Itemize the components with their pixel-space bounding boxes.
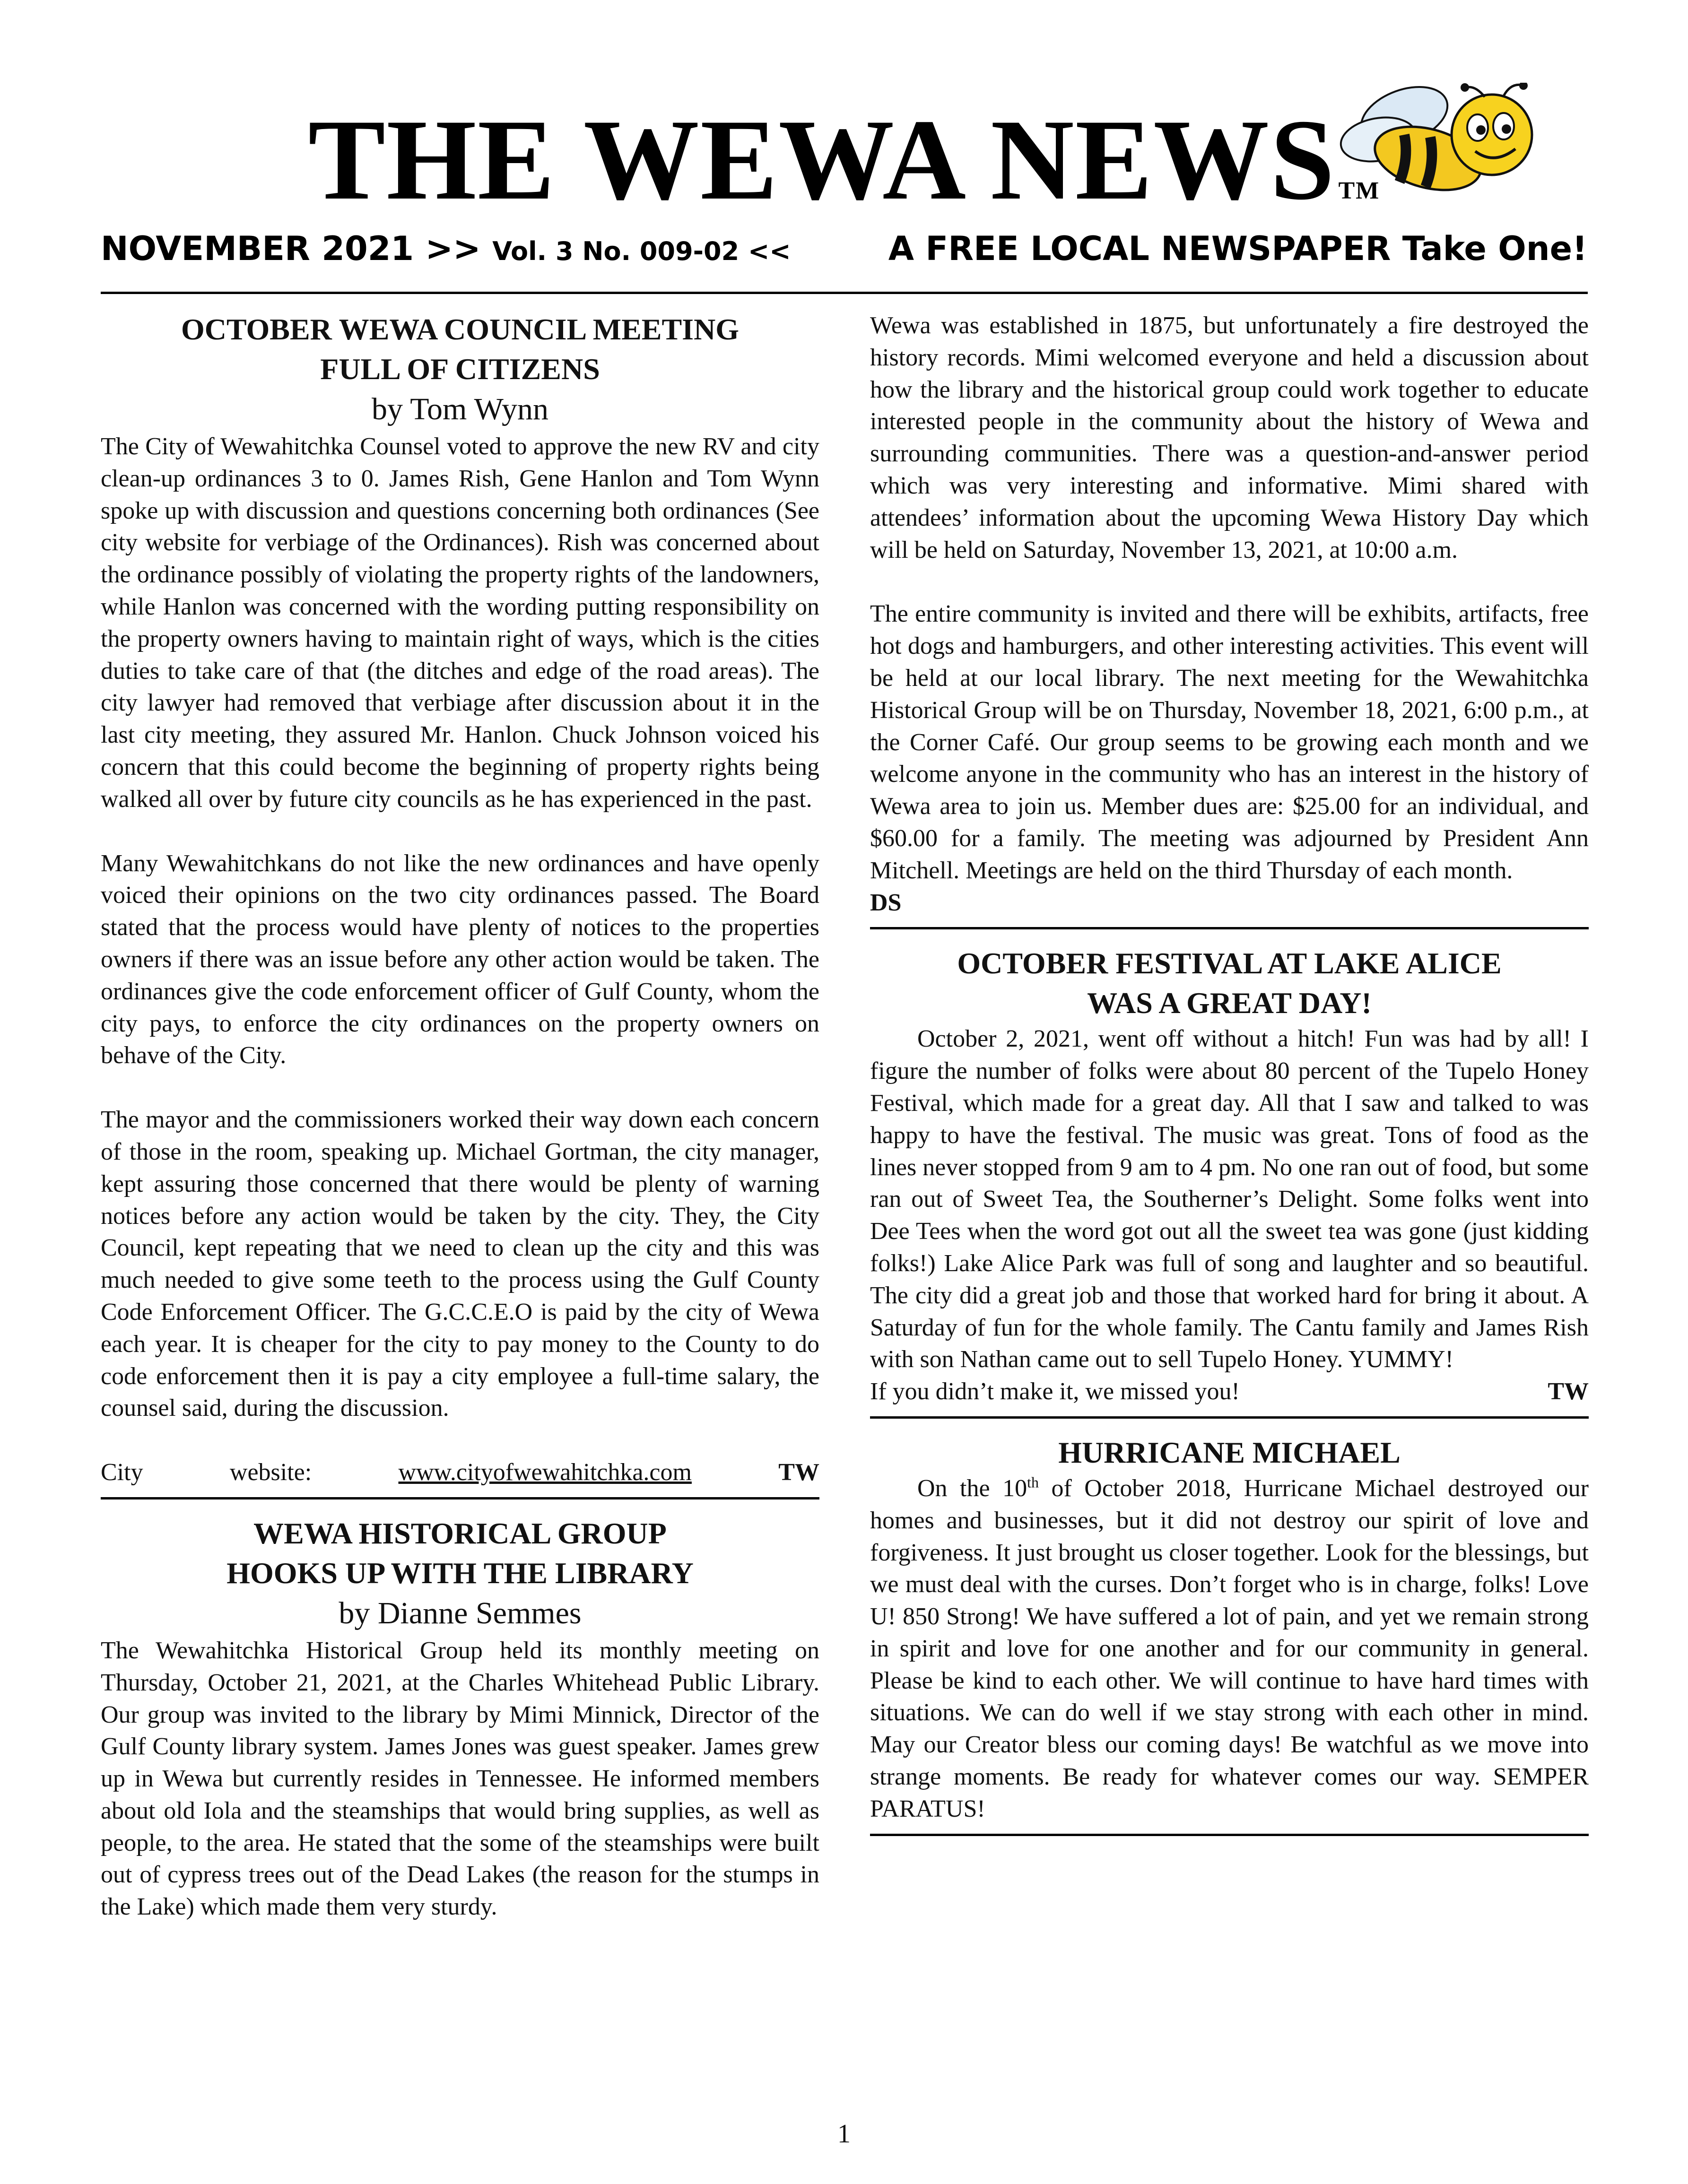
issue-bar: [101, 229, 1587, 267]
left-column: [101, 310, 819, 1923]
article-text: of October 2018, Hurricane Michael destroyed our homes and businesses, but it did not destroy our spirit of love and forgiveness. It just brought us closer together. Look for the blessings, but we must deal with the curses. Don’t forget who is in charge, folks! Love U! 850 Strong! We have suffered a lot of pain, and yet we remain strong in spirit and love for one another and for our community in general. Please be kind to each other. We will continue to have hard times with situations. We can do well if we stay strong with each other in mind. May our Creator bless our coming days! Be watchful as we move into strange moments. Be ready for whatever comes our way. SEMPER PARATUS!: [870, 1474, 1589, 1822]
masthead-title-text: THE WEWA NEWS: [308, 95, 1336, 224]
article-signature: TW: [778, 1459, 819, 1486]
page-number: 1: [837, 2119, 851, 2149]
article-hurricane-michael: [870, 1433, 1589, 1825]
ordinal-suffix: th: [1027, 1473, 1039, 1491]
article-divider: [870, 927, 1589, 929]
article-council-meeting: [101, 310, 819, 1489]
article-paragraph: Many Wewahitchkans do not like the new ordinances and have openly voiced their opinions on the two city ordinances passed. The Board stated that the process would have plenty of notices to the properties owners if there was an issue before any other action would be taken. The ordinances give the code enforcement officer of Gulf County, whom the city pays, to enforce the city ordinances on the property owners on behave of the City.: [101, 849, 819, 1069]
tagline: A FREE LOCAL NEWSPAPER Take One!: [888, 229, 1587, 268]
article-divider: [870, 1834, 1589, 1836]
article-byline: by Tom Wynn: [372, 392, 548, 426]
article-headline: WAS A GREAT DAY!: [1087, 986, 1372, 1020]
article-paragraph: The mayor and the commissioners worked their way down each concern of those in the room, speaking up. Michael Gortman, the city manager, kept assuring those concerned that there would be plenty of warning notices before any action would be taken by the city. They, the City Council, kept repeating that we need to clean up the city and this was much needed to give some teeth to the process using the Gulf County Code Enforcement Officer. The G.C.C.E.O is paid by the city of Wewa each year. It is cheaper for the city to pay money to the County to do code enforcement then it is pay a city employee a full-time salary, the counsel said, during the discussion.: [101, 1106, 819, 1422]
issue-date: NOVEMBER 2021 >>: [101, 229, 481, 268]
article-signature: TW: [1548, 1378, 1589, 1405]
article-paragraph: [870, 1473, 1589, 1825]
bee-mascot-icon: [1333, 83, 1546, 196]
article-last-sentence: If you didn’t make it, we missed you!: [870, 1378, 1240, 1405]
issue-date-volume: [101, 229, 791, 268]
article-headline: WEWA HISTORICAL GROUP: [253, 1516, 667, 1550]
article-byline: by Dianne Semmes: [339, 1595, 582, 1630]
article-divider: [870, 1416, 1589, 1419]
article-headline: OCTOBER FESTIVAL AT LAKE ALICE: [957, 946, 1502, 980]
article-paragraph: The City of Wewahitchka Counsel voted to approve the new RV and city clean-up ordinances 3 to 0. James Rish, Gene Hanlon and Tom Wynn spoke up with discussion and questions concerning both ordinances (See city website for verbiage of the Ordinances). Rish was concerned about the ordinance possibly of violating the property rights of the landowners, while Hanlon was concerned with the wording putting responsibility on the property owners having to maintain right of ways, which is the cities duties to take care of that (the ditches and edge of the road areas). The city lawyer had removed that verbiage after discussion about it in the last city meeting, they assured Mr. Hanlon. Chuck Johnson voiced his concern that this could become the beginning of property rights being walked all over by future city councils as he has experienced in the past.: [101, 433, 819, 813]
article-divider: [101, 1497, 819, 1499]
article-headline: OCTOBER WEWA COUNCIL MEETING: [181, 312, 740, 346]
article-festival: [870, 944, 1589, 1408]
trademark-mark: TM: [1338, 177, 1380, 204]
article-historical-group: [101, 1514, 819, 1923]
article-closing-line: [870, 1376, 1589, 1408]
article-paragraph: The Wewahitchka Historical Group held its monthly meeting on Thursday, October 21, 2021, at the Charles Whitehead Public Library. Our group was invited to the library by Mimi Minnick, Director of the Gulf County library system. James Jones was guest speaker. James grew up in Wewa but currently resides in Tennessee. He informed members about old Iola and the steamships that would bring supplies, as well as people, to the area. He stated that the some of the steamships were built out of cypress trees out of the Dead Lakes (the reason for the stumps in the Lake) which made them very sturdy.: [101, 1637, 819, 1921]
city-website-link[interactable]: www.cityofwewahitchka.com: [398, 1459, 692, 1486]
article-signature: DS: [870, 889, 902, 916]
article-headline: HOOKS UP WITH THE LIBRARY: [226, 1556, 694, 1590]
article-lead: On the 10: [917, 1474, 1027, 1502]
masthead-divider: [101, 292, 1588, 294]
article-paragraph: The entire community is invited and there will be exhibits, artifacts, free hot dogs and hamburgers, and other interesting activities. This event will be held at our local library. The next meeting for the Wewahitchka Historical Group will be on Thursday, November 18, 2021, 6:00 p.m., at the Corner Café. Our group seems to be growing each month and we welcome anyone in the community who has an interest in the history of Wewa area to join us. Member dues are: $25.00 for an individual, and $60.00 for a family. The meeting was adjourned by President Ann Mitchell. Meetings are held on the third Thursday of each month.: [870, 600, 1589, 884]
right-column: [870, 310, 1589, 1850]
website-line: [101, 1456, 819, 1489]
article-headline: FULL OF CITIZENS: [320, 352, 600, 386]
article-paragraph: October 2, 2021, went off without a hitch! Fun was had by all! I figure the number of folks were about 80 percent of the Tupelo Honey Festival, which made for a great day. All that I saw and talked to was happy to have the festival. The music was great. Tons of food as the lines never stopped from 9 am to 4 pm. No one ran out of food, but some ran out of Sweet Tea, the Southerner’s Delight. Some folks went into Dee Tees when the word got out all the sweet tea was gone (just kidding folks!) Lake Alice Park was full of song and laughter and so beautiful. The city did a great job and those that worked hard for bring it about. A Saturday of fun for the whole family. The Cantu family and James Rish with son Nathan came out to sell Tupelo Honey. YUMMY!: [870, 1025, 1589, 1373]
article-paragraph: Wewa was established in 1875, but unfortunately a fire destroyed the history records. Mimi welcomed everyone and held a discussion about how the library and the historical group could work together to educate interested people in the community about the history of Wewa and surrounding communities. There was a question-and-answer period which was very interesting and informative. Mimi shared with attendees’ information about the upcoming Wewa History Day which will be held on Saturday, November 13, 2021, at 10:00 a.m.: [870, 312, 1589, 563]
article-historical-group-continued: [870, 310, 1589, 919]
website-word: website:: [229, 1459, 312, 1486]
website-label: City: [101, 1459, 143, 1486]
article-headline: HURRICANE MICHAEL: [1058, 1435, 1401, 1469]
issue-volume: Vol. 3 No. 009-02 <<: [492, 236, 791, 266]
